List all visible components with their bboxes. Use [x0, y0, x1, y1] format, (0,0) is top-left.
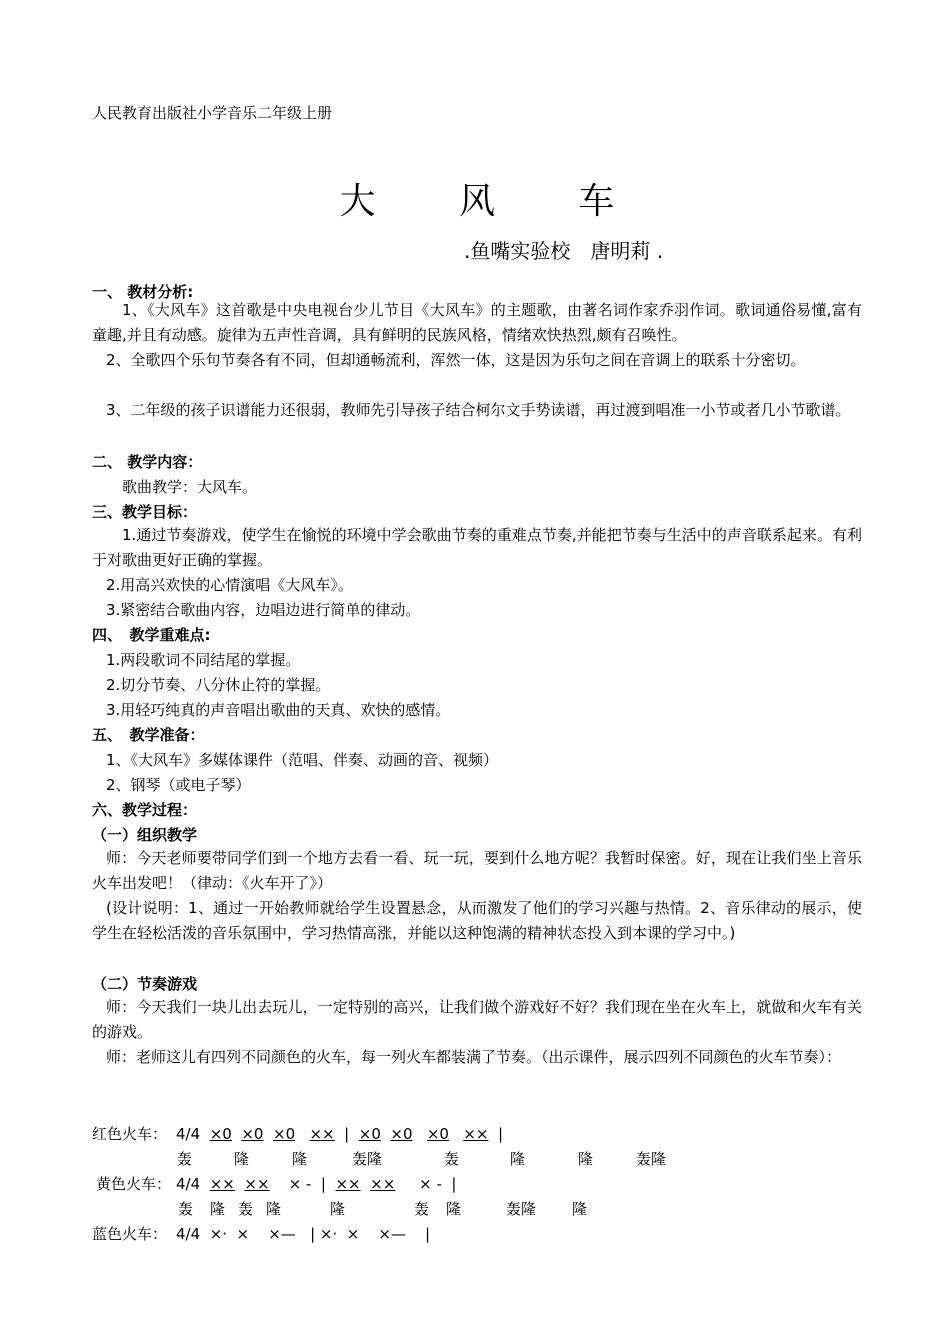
- yellow-train-lyric-7: 隆: [446, 1200, 462, 1218]
- red-train-lyric-3: 隆: [292, 1150, 308, 1168]
- section1-paragraph-2: 2、全歌四个乐句节奏各有不同，但却通畅流利，浑然一体，这是因为乐句之间在音调上的联系十分密切。: [106, 351, 806, 369]
- blue-train-label: 蓝色火车：: [92, 1225, 168, 1243]
- red-train-lyric-7: 隆: [578, 1150, 594, 1168]
- section4-paragraph-1: 1.两段歌词不同结尾的掌握。: [106, 651, 301, 669]
- section4-paragraph-3: 3.用轻巧纯真的声音唱出歌曲的天真、欢快的感情。: [106, 701, 451, 719]
- publisher-header: 人民教育出版社小学音乐二年级上册: [92, 104, 333, 122]
- page-title: 大 风 车: [339, 181, 651, 222]
- section3-paragraph-2: 2.用高兴欢快的心情演唱《大风车》。: [106, 576, 353, 594]
- yellow-train-lyric-4: 隆: [266, 1200, 282, 1218]
- section4-paragraph-2: 2.切分节奏、八分休止符的掌握。: [106, 676, 331, 694]
- red-train-lyric-4: 轰隆: [352, 1150, 383, 1168]
- section3-paragraph-1: 1.通过节奏游戏，使学生在愉悦的环境中学会歌曲节奏的重难点节奏,并能把节奏与生活中的声音联系起来。有利于对歌曲更好正确的掌握。: [92, 526, 862, 569]
- subsection-heading-2: （二）节奏游戏: [92, 975, 198, 993]
- section-heading-1: 一、 教材分析:: [92, 283, 194, 301]
- yellow-time-signature: 4/4: [176, 1175, 201, 1193]
- section3-paragraph-3: 3.紧密结合歌曲内容，边唱边进行简单的律动。: [106, 601, 421, 619]
- red-train-label: 红色火车：: [92, 1125, 168, 1143]
- yellow-train-lyric-1: 轰: [178, 1200, 194, 1218]
- section6-paragraph-2: (设计说明：1、通过一开始教师就给学生设置悬念，从而激发了他们的学习兴趣与热情。2、音乐律动的展示，使学生在轻松活泼的音乐氛围中，学习热情高涨，并能以这种饱满的精神状态投入到本课的学习中。): [92, 899, 862, 942]
- author-line: .鱼嘴实验校 唐明莉 .: [464, 239, 664, 263]
- yellow-train-lyric-5: 隆: [330, 1200, 346, 1218]
- yellow-train-rhythm: 4/4 ×× ×× × - | ×× ×× × - |: [176, 1175, 457, 1193]
- yellow-train-lyric-6: 轰: [414, 1200, 430, 1218]
- red-train-rhythm: 4/4 ×0 ×0 ×0 ×× | ×0 ×0 ×0 ×× |: [176, 1125, 504, 1143]
- yellow-train-label: 黄色火车：: [96, 1175, 172, 1193]
- red-train-lyric-1: 轰: [177, 1150, 193, 1168]
- section5-paragraph-2: 2、钢琴（或电子琴）: [106, 776, 251, 794]
- section-heading-3: 三、教学目标：: [92, 503, 198, 521]
- section2-paragraph-1: 歌曲教学：大风车。: [122, 478, 258, 496]
- subsection-heading-1: （一）组织教学: [92, 826, 198, 844]
- section6-paragraph-4: 师：老师这儿有四列不同颜色的火车，每一列火车都装满了节奏。（出示课件，展示四列不同颜色的火车节奏）：: [106, 1048, 842, 1066]
- red-train-lyric-8: 轰隆: [636, 1150, 667, 1168]
- yellow-train-lyric-9: 隆: [572, 1200, 588, 1218]
- yellow-train-lyric-2: 隆: [210, 1200, 226, 1218]
- section-heading-2: 二、 教学内容：: [92, 453, 203, 471]
- section-heading-5: 五、 教学准备：: [92, 726, 205, 744]
- time-signature: 4/4: [176, 1125, 201, 1143]
- section1-paragraph-1: 1、《大风车》这首歌是中央电视台少儿节目《大风车》的主题歌，由著名词作家乔羽作词。歌词通俗易懂,富有童趣,并且有动感。旋律为五声性音调，具有鲜明的民族风格，情绪欢快热烈,颇有召唤性。: [92, 301, 862, 344]
- red-train-lyric-6: 隆: [510, 1150, 526, 1168]
- section1-paragraph-3: 3、二年级的孩子识谱能力还很弱，教师先引导孩子结合柯尔文手势读谱，再过渡到唱准一小节或者几小节歌谱。: [106, 401, 851, 419]
- yellow-train-lyric-3: 轰: [238, 1200, 254, 1218]
- section6-paragraph-1: 师：今天老师要带同学们到一个地方去看一看、玩一玩，要到什么地方呢？我暂时保密。好，现在让我们坐上音乐火车出发吧！（律动：《火车开了》）: [92, 849, 862, 892]
- red-train-lyric-5: 轰: [444, 1150, 460, 1168]
- section6-paragraph-3: 师：今天我们一块儿出去玩儿，一定特别的高兴，让我们做个游戏好不好？我们现在坐在火车上，就做和火车有关的游戏。: [92, 998, 862, 1041]
- section5-paragraph-1: 1、《大风车》多媒体课件（范唱、伴奏、动画的音、视频）: [106, 751, 499, 769]
- yellow-train-lyric-8: 轰隆: [506, 1200, 537, 1218]
- section-heading-4: 四、 教学重难点:: [92, 626, 211, 644]
- section-heading-6: 六、教学过程：: [92, 801, 198, 819]
- blue-train-rhythm: 4/4 ×· × ×— | ×· × ×— |: [176, 1225, 431, 1243]
- red-train-lyric-2: 隆: [234, 1150, 250, 1168]
